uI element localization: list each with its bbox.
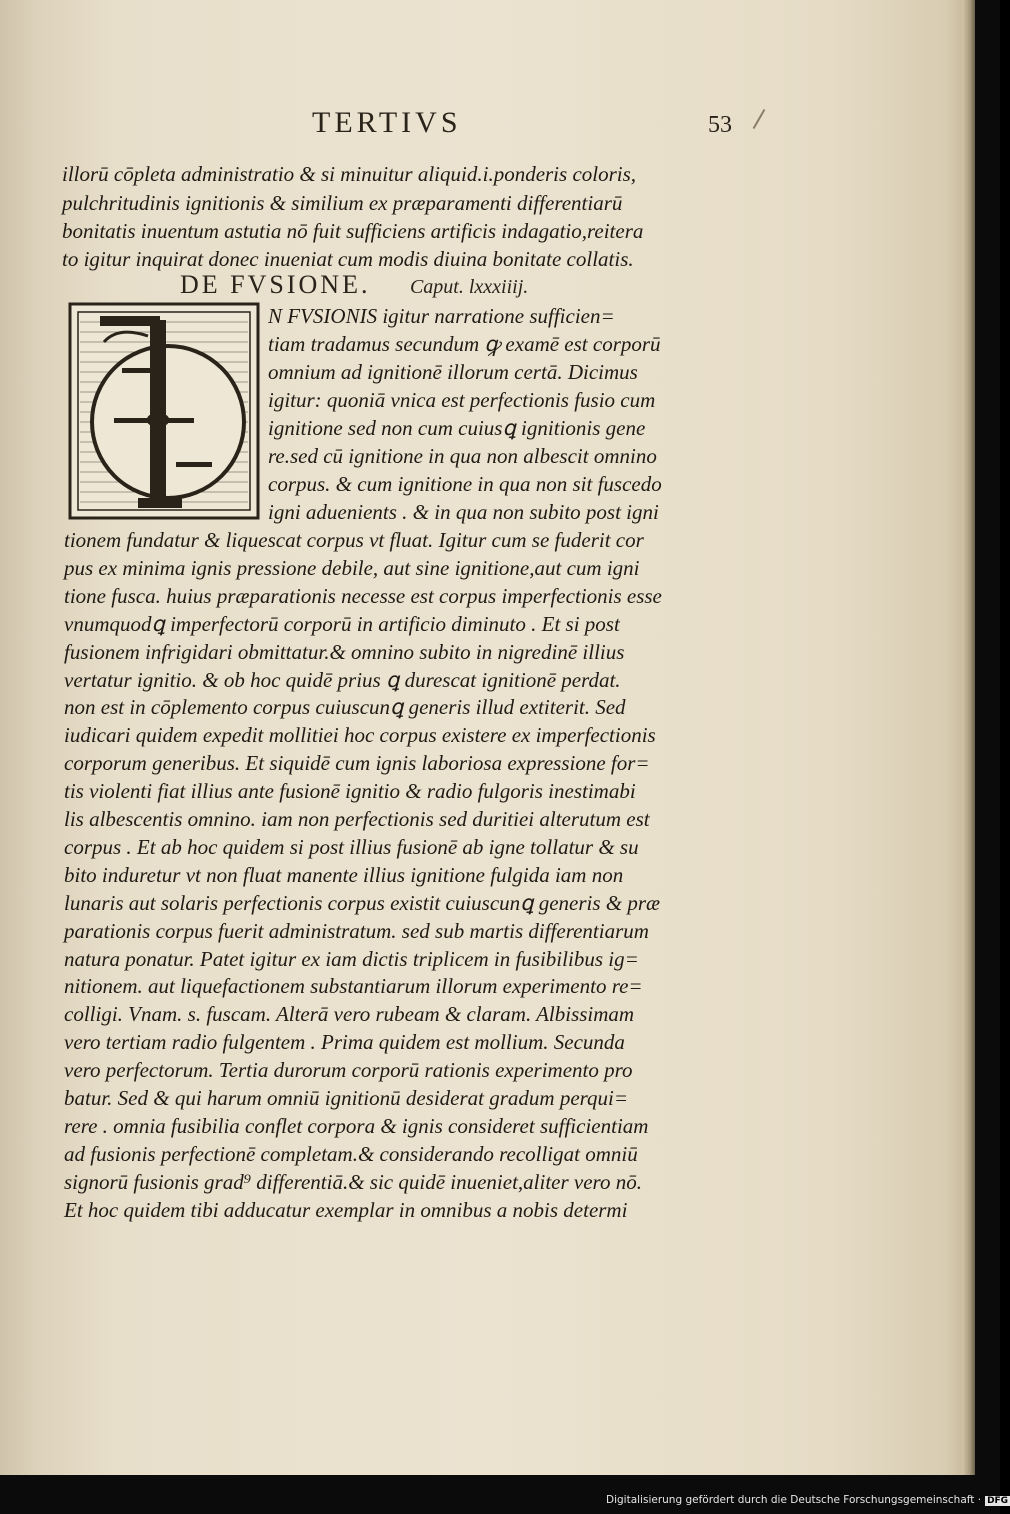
text-line: colligi. Vnam. s. fuscam. Alterā vero rubeam & claram. Albissimam <box>64 1002 635 1027</box>
footer-credit <box>606 1494 1010 1506</box>
text-line: lis albescentis omnino. iam non perfectionis sed duritiei alterutum est <box>64 807 650 831</box>
text-line: vertatur ignitio. & ob hoc quidē prius ꝗ durescat ignitionē perdat. <box>64 667 621 692</box>
text-line: batur. Sed & qui harum omniū ignitionū desiderat gradum perqui= <box>64 1086 629 1110</box>
text-line: N FVSIONIS igitur narratione sufficien= <box>268 304 615 328</box>
text-line: rere . omnia fusibilia conflet corpora & ignis consideret sufficientiam <box>64 1113 649 1138</box>
text-line: tionem fundatur & liquescat corpus vt fluat. Igitur cum se fuderit cor <box>64 528 644 552</box>
text-line: tis violenti fiat illius ante fusionē ignitio & radio fulgoris inestimabi <box>64 779 636 804</box>
folio-number: 53 <box>708 112 732 138</box>
woodcut-initial-i <box>68 302 260 520</box>
text-line: iudicari quidem expedit mollitiei hoc corpus existere ex imperfectionis <box>64 723 656 748</box>
text-line: lunaris aut solaris perfectionis corpus existit cuiuscunꝗ generis & præ <box>64 890 661 915</box>
chapter-number: Caput. lxxxiiij. <box>409 276 529 298</box>
text-line: re.sed cū ignitione in qua non albescit omnino <box>268 444 657 468</box>
text-line: tiam tradamus secundum ꝙ examē est corporū <box>268 332 661 356</box>
text-line: vnumquodꝗ imperfectorū corporū in artificio diminuto . Et si post <box>64 611 620 636</box>
text-line: pulchritudinis ignitionis & similium ex præparamenti differentiarū <box>62 191 623 215</box>
text-line: Et hoc quidem tibi adducatur exemplar in omnibus a nobis determi <box>64 1197 628 1222</box>
pen-mark <box>753 109 766 129</box>
text-line: corpus. & cum ignitione in qua non sit fuscedo <box>268 472 662 496</box>
text-line: vero tertiam radio fulgentem . Prima quidem est mollium. Secunda <box>64 1030 625 1055</box>
text-line: nitionem. aut liquefactionem substantiarum illorum experimento re= <box>64 974 643 999</box>
text-line: pus ex minima ignis pressione debile, aut sine ignitione,aut cum igni <box>64 555 640 580</box>
text-line: natura ponatur. Patet igitur ex iam dictis triplicem in fusibilibus ig= <box>64 946 639 971</box>
text-line: corporum generibus. Et siquidē cum ignis laboriosa expressione for= <box>64 751 650 776</box>
text-line: ad fusionis perfectionē completam.& considerando recolligat omniū <box>64 1141 638 1166</box>
footer-text: Digitalisierung gefördert durch die Deutsche Forschungsgemeinschaft · <box>606 1494 982 1506</box>
text-line: igitur: quoniā vnica est perfectionis fusio cum <box>268 388 656 412</box>
running-head: TERTIVS <box>312 106 462 139</box>
chapter-heading <box>180 270 528 300</box>
text-line: igni aduenients . & in qua non subito post igni <box>268 500 659 524</box>
text-line: vero perfectorum. Tertia durorum corporū rationis experimento pro <box>64 1058 633 1083</box>
text-line: illorū cōpleta administratio & si minuitur aliquid.i.ponderis coloris, <box>62 162 637 186</box>
page-edge <box>962 0 975 1475</box>
text-line: bonitatis inuentum astutia nō fuit sufficiens artificis indagatio,reitera <box>62 219 644 243</box>
text-line: bito induretur vt non fluat manente illius ignitione fulgida iam non <box>64 862 624 887</box>
dfg-logo: DFG <box>987 1496 1009 1506</box>
text-line: tione fusca. huius præparationis necesse est corpus imperfectionis esse <box>64 583 662 608</box>
text-line: fusionem infrigidari obmittatur.& omnino subito in nigredinē illius <box>64 639 625 664</box>
chapter-title: DE FVSIONE. <box>180 270 371 299</box>
text-line: to igitur inquirat donec inueniat cum modis diuina bonitate collatis. <box>62 247 634 271</box>
text-line: non est in cōplemento corpus cuiuscunꝗ generis illud extiterit. Sed <box>64 695 626 720</box>
text-line: parationis corpus fuerit administratum. sed sub martis differentiarum <box>64 918 649 943</box>
text-line: ignitione sed non cum cuiusꝗ ignitionis gene <box>268 416 646 440</box>
text-line: omnium ad ignitionē illorum certā. Dicimus <box>268 360 638 384</box>
text-line: signorū fusionis grad⁹ differentiā.& sic quidē inueniet,aliter vero nō. <box>64 1169 642 1194</box>
text-line: corpus . Et ab hoc quidem si post illius fusionē ab igne tollatur & su <box>64 834 639 859</box>
